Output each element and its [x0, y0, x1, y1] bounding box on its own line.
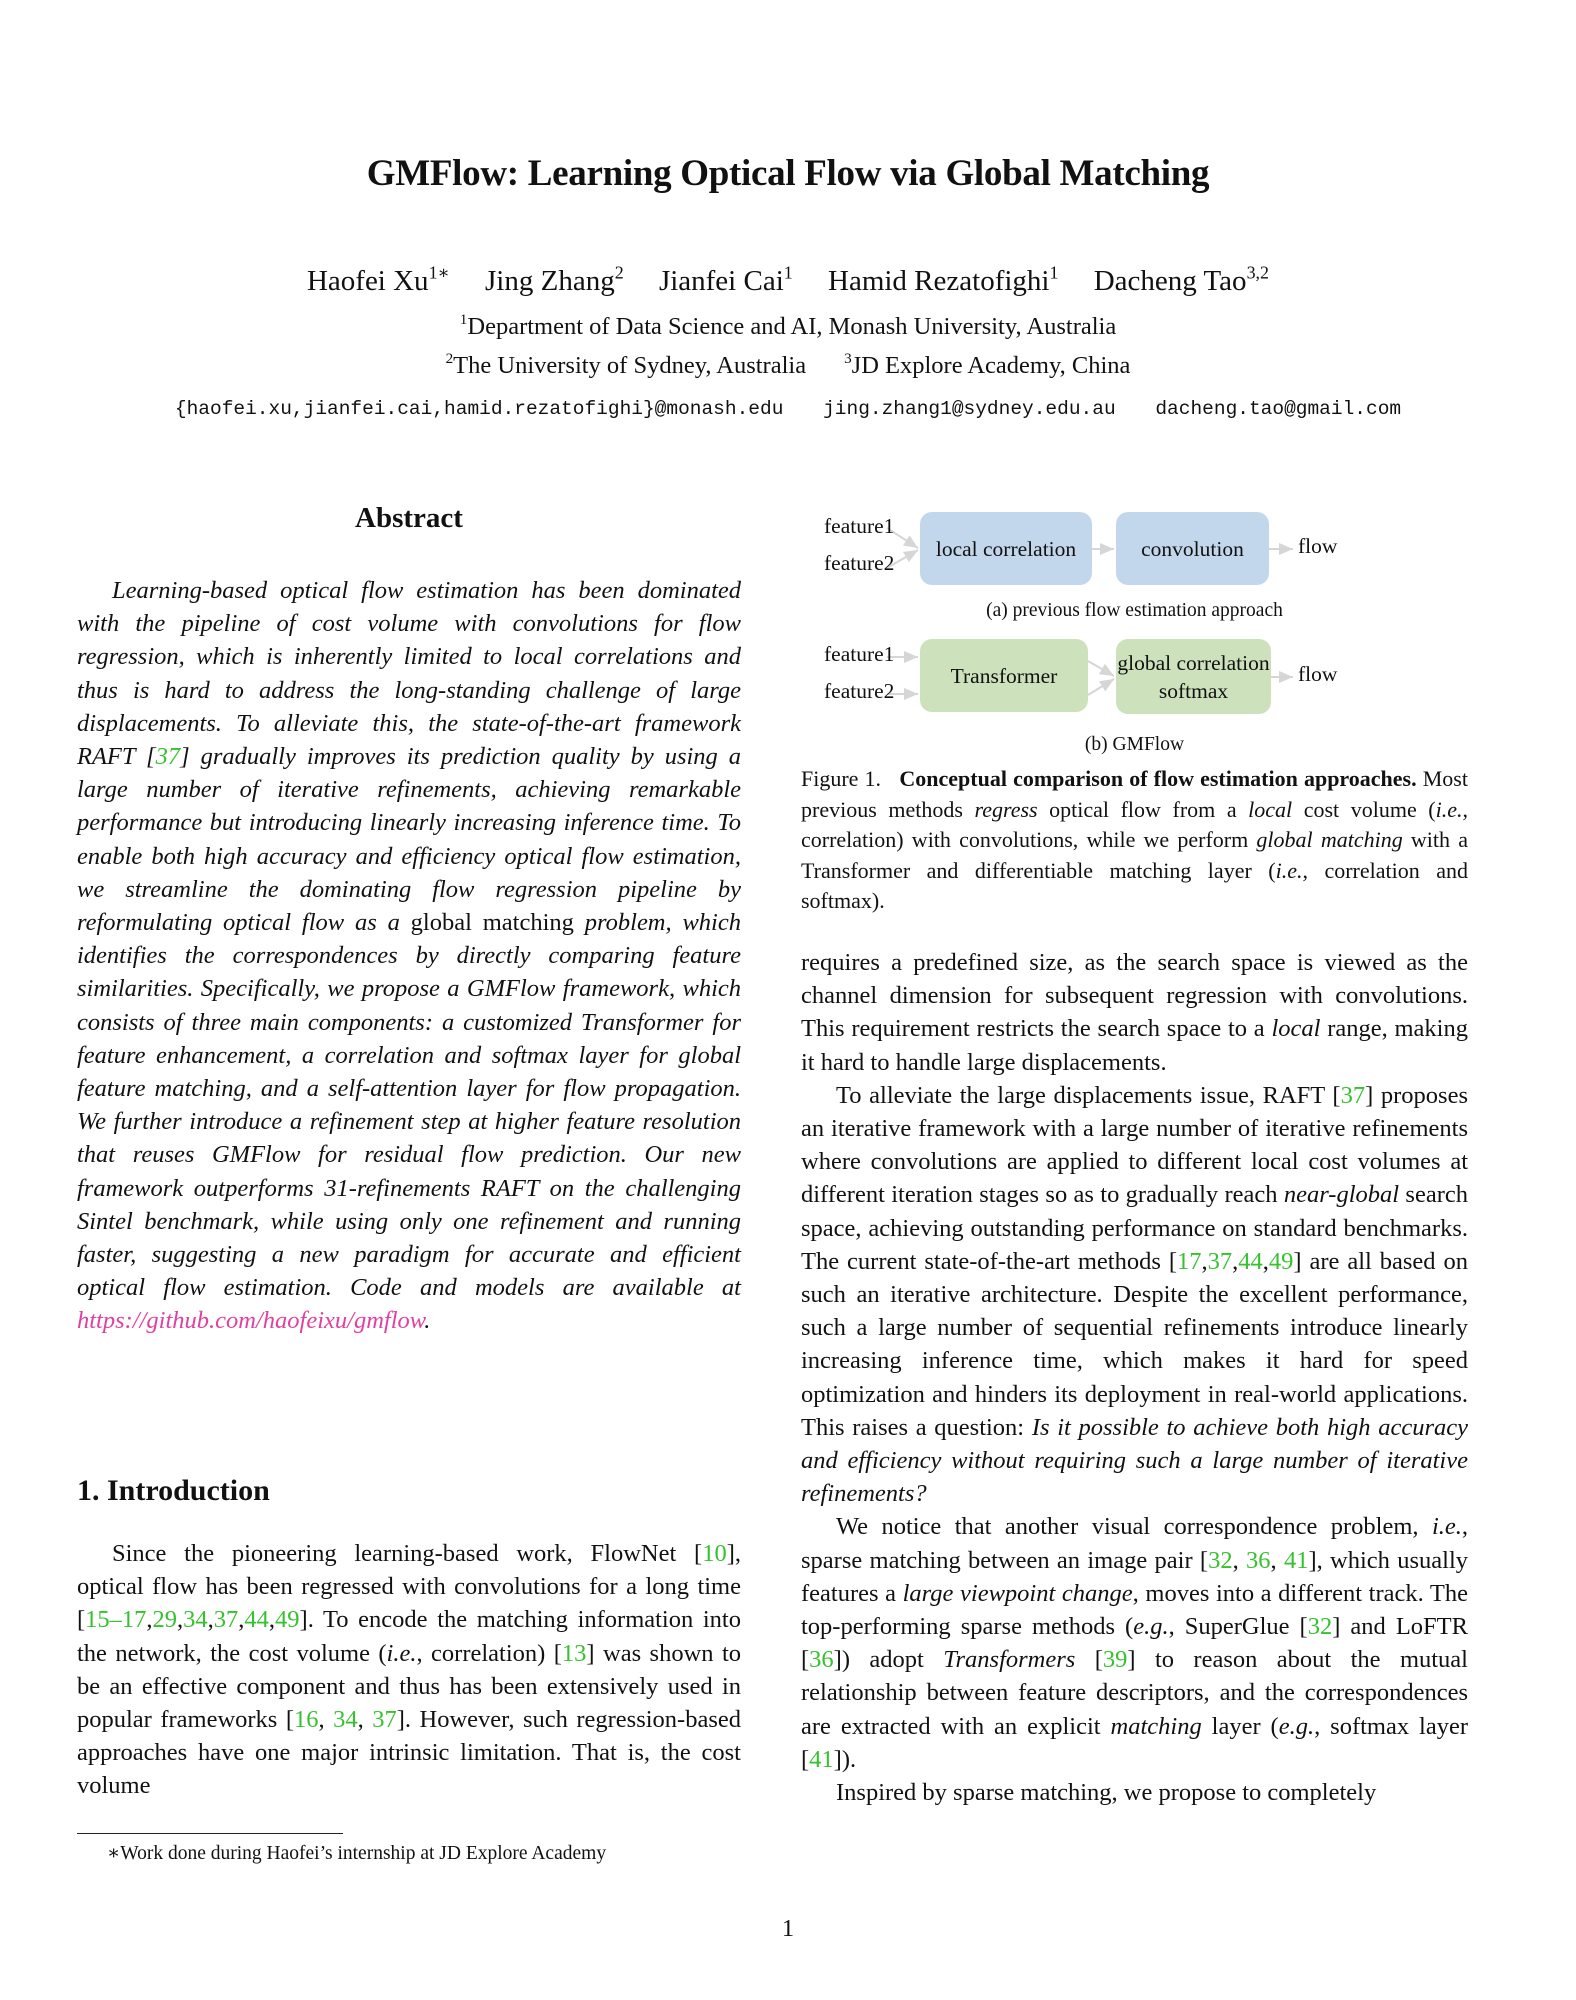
citation-link[interactable]: 44 — [1238, 1247, 1263, 1275]
citation-link[interactable]: 32 — [1208, 1546, 1233, 1574]
citation-link[interactable]: 37 — [372, 1706, 397, 1734]
subfigure-b-caption: (b) GMFlow — [1084, 734, 1185, 755]
code-url-link[interactable]: https://github.com/haofeixu/gmflow — [77, 1307, 425, 1335]
feature1-label: feature1 — [824, 642, 895, 666]
citation-link[interactable]: 32 — [1307, 1613, 1333, 1641]
figure-1-diagram — [801, 498, 1468, 763]
affiliation: $^1$Department of Data Science and AI, Monash University, Australia — [459, 311, 1117, 340]
citation-link[interactable]: 49 — [275, 1606, 300, 1634]
page-number: 1 — [781, 1915, 795, 1942]
abstract-heading: Abstract — [355, 502, 463, 534]
right-column-body: requires a predefined size, as the search space is viewed as the channel dimension for subsequent regression with convolutions. This requirement restricts the search space to a local range, making it hard to handle large displacements. To alleviate the large displacements issue, RAFT [37] proposes an iterative framework with a large number of iterative refinements where convolutions are applied to different local cost volumes at different iteration stages so as to gradually reach near-global search space, achieving outstanding performance on standard benchmarks. The current state-of-the-art methods [17,37,44,49] are all based on such an iterative architecture. Despite the excellent performance, such a large number of sequential refinements introduce linearly increasing inference time, which makes it hard for speed optimization and hinders its deployment in real-world applications. This raises a question: Is it possible to achieve both high accuracy and efficiency without requiring such a large number of iterative refinements? We notice that another visual correspondence problem, i.e., sparse matching between an image pair [32, 36, 41], which usually features a large viewpoint change, moves into a different track. The top-performing sparse methods (e.g., SuperGlue [32] and LoFTR [36]) adopt Transformers [39] to reason about the mutual relationship between feature descriptors, and the correspondences are extracted with an explicit matching layer (e.g., softmax layer [41]). Inspired by sparse matching, we propose to completely — [801, 949, 1469, 1807]
citation-link[interactable]: 36 — [1246, 1546, 1271, 1574]
author: Hamid Rezatofighi$^1$ — [828, 262, 1059, 297]
figure-1-caption: Figure 1. Conceptual comparison of flow estimation approaches. Most previous methods regress optical flow from a local cost volume (i.e., correlation) with convolutions, while we perform global matching with a Transformer and differentiable matching layer (i.e., correlation and softmax). — [801, 766, 1468, 913]
global-correlation-softmax-box: global correlation softmax — [1116, 639, 1271, 714]
citation-link[interactable]: 37 — [213, 1606, 239, 1634]
transformer-box: Transformer — [920, 639, 1088, 712]
email: {haofei.xu,jianfei.cai,hamid.rezatofighi}@monash.edu — [174, 398, 784, 420]
convolution-box: convolution — [1116, 512, 1269, 585]
citation-link[interactable]: 34 — [183, 1606, 208, 1634]
feature2-label: feature2 — [824, 551, 895, 575]
local-correlation-box: local correlation — [920, 512, 1092, 585]
citation-link[interactable]: 41 — [1283, 1546, 1309, 1574]
author-list — [0, 262, 1576, 298]
feature1-label: feature1 — [824, 514, 895, 538]
citation-link[interactable]: 37 — [1340, 1081, 1366, 1109]
flow-output-label: flow — [1298, 662, 1338, 686]
affiliation: $^2$The University of Sydney, Australia $^3$JD Explore Academy, China — [445, 350, 1131, 379]
feature2-label: feature2 — [824, 679, 895, 703]
introduction-body: Since the pioneering learning-based work, FlowNet [10], optical flow has been regressed with convolutions for a long time [15–17,29,34,37,44,49]. To encode the matching information into the network, the cost volume (i.e., correlation) [13] was shown to be an effective component and thus has been extensively used in popular frameworks [16, 34, 37]. However, such regression-based approaches have one major intrinsic limitation. That is, the cost volume — [77, 1540, 741, 1800]
citation-link[interactable]: 44 — [244, 1606, 269, 1634]
author: Jianfei Cai$^1$ — [658, 262, 793, 297]
section-heading-introduction: 1. Introduction — [77, 1474, 270, 1507]
footnote-rule — [77, 1833, 343, 1834]
author: Haofei $Xu^{1∗}$ — [306, 262, 450, 297]
citation-link[interactable]: 37 — [155, 743, 181, 771]
citation-link[interactable]: 29 — [152, 1606, 178, 1634]
author-emails — [0, 398, 1576, 420]
citation-link[interactable]: 15–17 — [85, 1606, 147, 1634]
paper-title: GMFlow: Learning Optical Flow via Global Matching — [366, 153, 1210, 194]
citation-link[interactable]: 34 — [333, 1706, 358, 1734]
citation-link[interactable]: 41 — [809, 1745, 834, 1773]
citation-link[interactable]: 10 — [702, 1540, 727, 1567]
flow-output-label: flow — [1298, 534, 1338, 558]
citation-link[interactable]: 49 — [1268, 1247, 1294, 1275]
footnote: ∗Work done during Haofei’s internship at JD Explore Academy — [107, 1843, 607, 1864]
citation-link[interactable]: 16 — [294, 1706, 319, 1734]
citation-link[interactable]: 36 — [809, 1646, 834, 1674]
author: Dacheng Tao$^{3,2}$ — [1093, 262, 1270, 297]
subfigure-a-caption: (a) previous flow estimation approach — [986, 600, 1283, 621]
citation-link[interactable]: 37 — [1207, 1247, 1233, 1275]
email: jing.zhang1@sydney.edu.au — [823, 398, 1116, 420]
author: Jing Zhang$^2$ — [485, 262, 624, 297]
citation-link[interactable]: 17 — [1177, 1247, 1202, 1275]
abstract-body: Learning-based optical flow estimation has been dominated with the pipeline of cost volume with convolutions for flow regression, which is inherently limited to local correlations and thus is hard to address the long-standing challenge of large displacements. To alleviate this, the state-of-the-art framework RAFT [37] gradually improves its prediction quality by using a large number of iterative refinements, achieving remarkable performance but introducing linearly increasing inference time. To enable both high accuracy and efficiency optical flow estimation, we streamline the dominating flow regression pipeline by reformulating optical flow as a global matching problem, which identifies the correspondences by directly comparing feature similarities. Specifically, we propose a GMFlow framework, which consists of three main components: a customized Transformer for feature enhancement, a correlation and softmax layer for global feature matching, and a self-attention layer for flow propagation. We further introduce a refinement step at higher feature resolution that reuses GMFlow for residual flow prediction. Our new framework outperforms 31-refinements RAFT on the challenging Sintel benchmark, while using only one refinement and running faster, suggesting a new paradigm for accurate and efficient optical flow estimation. Code and models are available at https://github.com/haofeixu/gmflow. — [77, 577, 741, 1335]
citation-link[interactable]: 13 — [561, 1639, 587, 1667]
email: dacheng.tao@gmail.com — [1155, 398, 1402, 420]
citation-link[interactable]: 39 — [1102, 1646, 1128, 1674]
